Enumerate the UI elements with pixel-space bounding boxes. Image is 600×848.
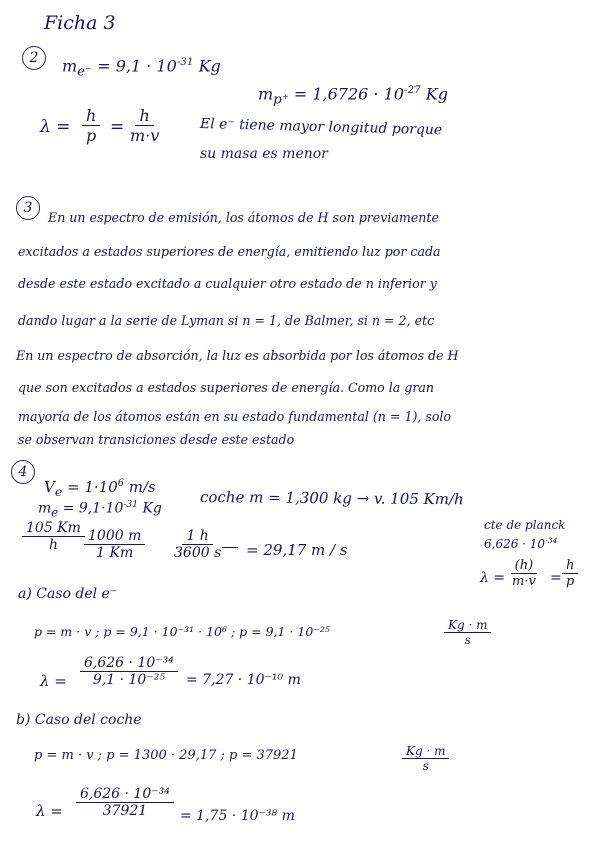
ex3-line-8: se observan transiciones desde este estado — [18, 432, 295, 447]
debroglie-lambda: λ = — [40, 117, 71, 137]
electron-mass-2 — [38, 500, 162, 519]
car-data: coche m = 1,300 kg → v. 105 Km/h — [199, 488, 464, 509]
part-b-fraction-num: 6,626 · 10⁻³⁴ — [76, 786, 174, 803]
page-title: Ficha 3 — [44, 12, 116, 34]
electron-velocity-value: = 1·10 — [62, 478, 118, 496]
part-a-momentum-unit-num: Kg · m — [444, 618, 491, 633]
proton-mass — [258, 84, 448, 108]
ex3-line-1: En un espectro de emisión, los átomos de H son previamente — [48, 210, 439, 225]
ex3-line-5: En un espectro de absorción, la luz es absorbida por los átomos de H — [16, 348, 459, 363]
conversion-fraction-1-den: h — [48, 537, 58, 553]
proton-mass-symbol: m — [258, 84, 274, 104]
ex3-line-2: excitados a estados superiores de energía, emitiendo luz por cada — [18, 244, 441, 259]
planck-value — [484, 536, 558, 551]
planck-value-mantissa: 6,626 · 10 — [484, 537, 546, 551]
part-a-heading: a) Caso del e⁻ — [18, 586, 118, 602]
conversion-fraction-1-num: 105 Km — [22, 520, 85, 537]
conversion-fraction-2 — [84, 528, 145, 561]
electron-velocity-unit: m/s — [123, 478, 156, 496]
electron-velocity — [44, 478, 156, 499]
planck-fraction-1-den: m·v — [512, 574, 536, 589]
planck-fraction-2 — [562, 558, 578, 589]
ex3-line-3: desde este estado excitado a cualquier otro estado de n inferior y — [18, 276, 437, 291]
part-a-momentum-unit-den: s — [464, 633, 471, 647]
electron-mass-2-exp: -31 — [123, 500, 139, 510]
proton-mass-unit: Kg — [420, 84, 448, 104]
electron-mass — [62, 56, 221, 80]
ex3-line-4: dando lugar a la serie de Lyman si n = 1, de Balmer, si n = 2, etc — [18, 313, 435, 328]
equals-sign: = — [110, 117, 125, 137]
conversion-fraction-3-num: 1 h — [182, 528, 212, 545]
conversion-fraction-3-den: 3600 s — [174, 545, 222, 561]
electron-velocity-symbol: V — [44, 478, 55, 496]
conversion-result: = 29,17 m / s — [246, 541, 348, 559]
exercise-3-number-text: 3 — [23, 200, 33, 216]
part-a-momentum: p = m · v ; p = 9,1 · 10⁻³¹ · 10⁶ ; p = 9,1 · 10⁻²⁵ — [34, 624, 330, 639]
conversion-fraction-2-den: 1 Km — [96, 545, 134, 561]
ex3-line-7: mayoría de los átomos están en su estado fundamental (n = 1), solo — [18, 409, 452, 424]
part-a-momentum-unit — [444, 618, 491, 647]
proton-mass-sub: p⁺ — [273, 92, 289, 108]
electron-mass-value: = 9,1 · 10 — [92, 56, 177, 76]
fraction-h-over-p — [82, 106, 100, 145]
fraction-h-over-p-num: h — [82, 106, 100, 126]
fraction-h-over-p-den: p — [86, 126, 97, 145]
exercise-3-number — [16, 196, 40, 220]
exercise-2-number — [22, 46, 46, 70]
planck-fraction-2-num: h — [562, 558, 578, 574]
electron-velocity-exp: 6 — [117, 478, 124, 489]
part-b-fraction — [76, 786, 174, 819]
planck-value-exp: -34 — [545, 536, 558, 545]
planck-fraction-1 — [508, 558, 540, 589]
electron-mass-2-symbol: m — [38, 500, 52, 517]
conversion-fraction-line — [222, 547, 238, 548]
electron-mass-2-unit: Kg — [138, 500, 162, 517]
proton-mass-exp: -27 — [403, 84, 421, 96]
part-b-momentum: p = m · v ; p = 1300 · 29,17 ; p = 37921 — [34, 748, 298, 763]
part-a-fraction — [80, 655, 178, 688]
part-b-fraction-den: 37921 — [102, 803, 148, 819]
exercise-4-number — [11, 460, 35, 484]
electron-mass-2-value: = 9,1·10 — [58, 500, 124, 517]
fraction-h-over-mv-den: m·v — [130, 126, 160, 145]
part-a-fraction-num: 6,626 · 10⁻³⁴ — [80, 655, 178, 672]
proton-mass-value: = 1,6726 · 10 — [288, 84, 404, 104]
electron-mass-unit: Kg — [193, 56, 221, 76]
ex2-answer-line-1: El e⁻ tiene mayor longitud porque — [199, 116, 443, 139]
exercise-2-number-text: 2 — [29, 50, 39, 66]
part-b-momentum-unit-den: s — [422, 759, 429, 773]
planck-fraction-1-num: (h) — [511, 558, 538, 574]
part-b-momentum-unit — [402, 744, 449, 773]
planck-fraction-2-den: p — [566, 574, 575, 589]
conversion-fraction-1 — [22, 520, 85, 553]
conversion-fraction-3 — [170, 528, 225, 561]
electron-velocity-sub: e — [54, 484, 63, 499]
planck-equals: = — [550, 570, 562, 586]
part-b-result: = 1,75 · 10⁻³⁸ m — [180, 808, 295, 824]
fraction-h-over-mv-num: h — [135, 106, 153, 126]
conversion-fraction-2-num: 1000 m — [84, 528, 145, 545]
electron-mass-symbol: m — [62, 56, 78, 76]
ex3-line-6: que son excitados a estados superiores de energía. Como la gran — [18, 380, 435, 395]
part-a-result: = 7,27 · 10⁻¹⁰ m — [186, 672, 301, 688]
part-a-fraction-den: 9,1 · 10⁻²⁵ — [92, 672, 165, 688]
part-b-heading: b) Caso del coche — [16, 712, 142, 728]
electron-mass-exp: -31 — [176, 56, 194, 68]
fraction-h-over-mv — [126, 106, 163, 145]
planck-label: cte de planck — [484, 518, 566, 532]
electron-mass-2-sub: e — [51, 505, 59, 520]
part-b-momentum-unit-num: Kg · m — [402, 744, 449, 759]
exercise-4-number-text: 4 — [18, 464, 28, 480]
electron-mass-sub: e⁻ — [77, 64, 93, 80]
part-b-lambda: λ = — [36, 802, 63, 820]
ex2-answer-line-2: su masa es menor — [200, 146, 328, 162]
planck-lambda: λ = — [480, 570, 506, 586]
part-a-lambda: λ = — [40, 672, 67, 690]
